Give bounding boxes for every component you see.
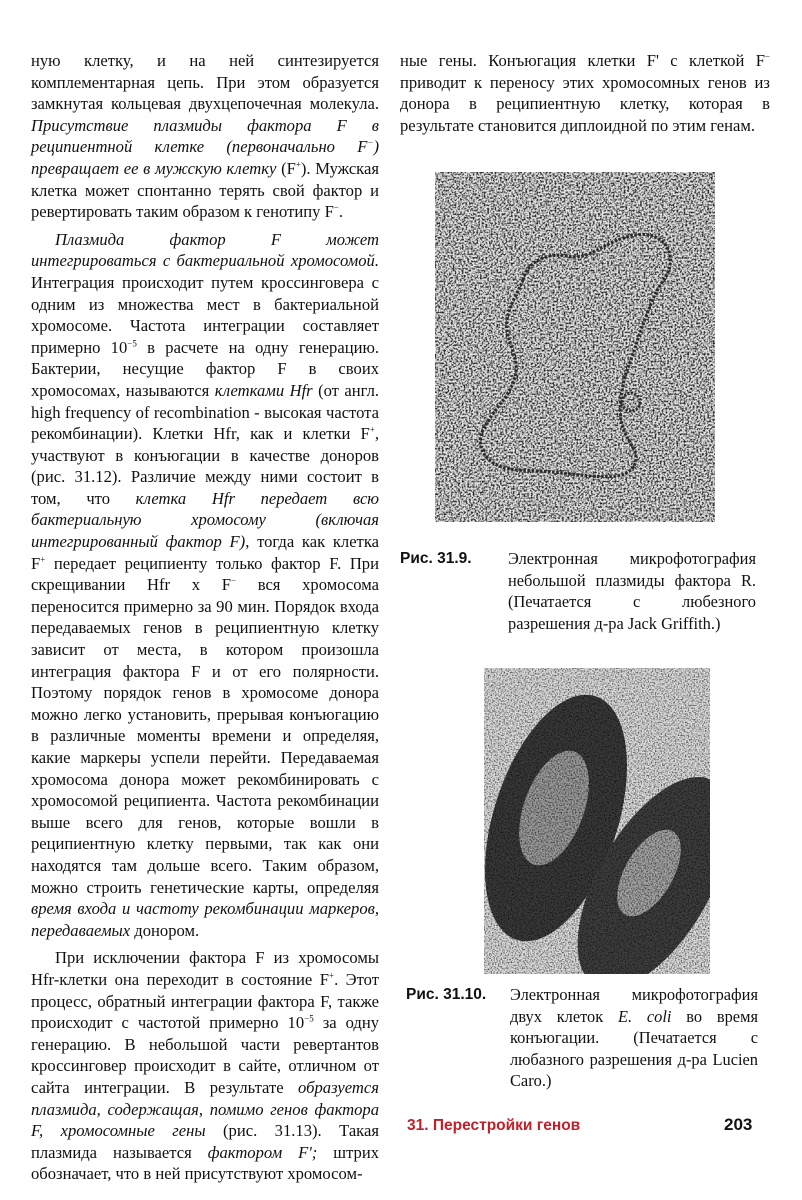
paragraph-3: При исключении фактора F из хромосомы Hfr-клетки она переходит в состояние F+. Этот процесс, обратный интеграции фактора F, также происходит с частотой примерно $10^{-5}$ за одну генерацию. В небольшой части ревертантов кроссинговер происходит в сайте, отличном от сайта интеграции. В результате образуется плазмида, содержащая, помимо генов фактора F, хромосомные гены (рис. 31.13). Такая плазмида называется фактором F'; штрих обозначает, что в ней присутствуют хромосом-: [31, 948, 380, 1184]
left-text-column: [31, 50, 379, 1185]
figure-caption-text: Электронная микрофотография небольшой плазмиды фактора R. (Печатается с любезного разрешения д-ра Jack Griffith.): [508, 549, 756, 633]
page-number: 203: [724, 1115, 753, 1134]
plasmid-micrograph: [435, 172, 715, 522]
running-footer-chapter: 31. Перестройки генов: [407, 1117, 581, 1134]
figure-caption-text: Электронная микрофотография двух клеток E. coli во время конъюгации. (Печатается с любазного разрешения д-ра Lucien Caro.): [510, 985, 758, 1091]
figure-31-10-caption: [406, 984, 760, 1091]
ecoli-micrograph: [484, 668, 710, 974]
paragraph-1: ную клетку, и на ней синтезируется комплементарная цепь. При этом образуется замкнутая кольцевая двухцепочечная молекула. Присутствие плазмиды фактора F в реципиентной клетке (первоначально F−) превращает ее в мужскую клетку (F+). Мужская клетка может спонтанно терять свой фактор и ревертировать таким образом к генотипу F−.: [31, 51, 379, 222]
figure-number: Рис. 31.10.: [406, 986, 487, 1003]
figure-number: Рис. 31.9.: [400, 550, 472, 567]
right-text-column: [400, 50, 770, 136]
paragraph-continuation: ные гены. Конъюгация клетки F' с клеткой F− приводит к переносу этих хромосомных генов из донора в реципиентную клетку, которая в результате становится диплоидной по этим генам.: [400, 51, 770, 135]
paragraph-2: Плазмида фактор F может интегрироваться с бактериальной хромосомой. Интеграция происходит путем кроссинговера с одним из множества мест в бактериальной хромосоме. Частота интеграции составляет примерно $10^{-5}$ в расчете на одну генерацию. Бактерии, несущие фактор F в своих хромосомах, называются клетками Hfr (от англ. high frequency of recombination - высокая частота рекомбинации). Клетки Hfr, как и клетки F+, участвуют в конъюгации в качестве доноров (рис. 31.12). Различие между ними состоит в том, что клетка Hfr передает всю бактериальную хромосому (включая интегрированный фактор F), тогда как клетка F+ передает реципиенту только фактор F. При скрещивании Hfr x F− вся хромосома переносится примерно за 90 мин. Порядок входа передаваемых генов в реципиентную клетку зависит от места, в котором произошла интеграция фактора F и от его полярности. Поэтому порядок генов в хромосоме донора можно легко установить, прерывая конъюгацию в различные моменты времени и определяя, какие маркеры успели перейти. Передаваемая хромосома донора может рекомбинировать с хромосомой реципиента. Частота рекомбинации выше всего для генов, которые вошли в реципиентную клетку первыми, так как они находятся там дольше всего. Таким образом, можно строить генетические карты, определяя время входа и частоту рекомбинации маркеров, передаваемых донором.: [31, 229, 380, 940]
figure-31-9-caption: [400, 548, 760, 658]
